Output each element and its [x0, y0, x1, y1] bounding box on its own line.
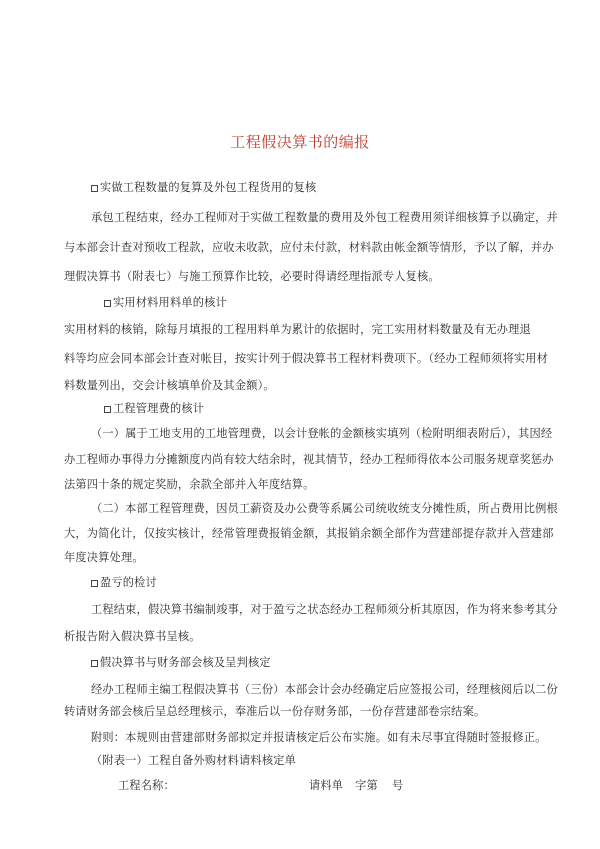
section-heading: [91, 576, 157, 590]
closing-note: 附则：本规则由营建部财务部拟定并报请核定后公布实施。如有未尽事宜得随时签报修正。: [91, 731, 547, 744]
paragraph-line: 大，为简化计，仅按实核计，经常管理费报销金额，其报销余额全部作为营建部提存款并入营建部: [64, 527, 554, 540]
section-heading: [104, 296, 227, 310]
section-heading-text: 工程管理费的核计: [113, 402, 205, 415]
paragraph-line: 料数量列出，交会计核填单价及其金额）。: [64, 379, 275, 392]
paragraph-line: 年度决算处理。: [64, 551, 144, 564]
form-label: 请料单: [309, 779, 344, 792]
paragraph-line: 转请财务部会核后呈总经理核示，奉准后以一份存财务部，一份存营建部卷宗结案。: [64, 705, 486, 718]
paragraph-line: 承包工程结束，经办工程师对于实做工程数量的费用及外包工程费用须详细核算予以确定，并: [91, 211, 558, 224]
paragraph-line: 法第四十条的规定奖励，余款全部并入年度结算。: [64, 478, 315, 491]
checkbox-icon: [104, 300, 111, 307]
paragraph-line: 经办工程师主编工程假决算书（三份）本部会计会办经确定后应签报公司，经理核阅后以二份: [91, 683, 558, 696]
char-label: 字第: [355, 779, 378, 792]
document-title: 工程假决算书的编报: [230, 133, 370, 151]
section-heading-text: 假决算书与财务部会核及呈判核定: [100, 656, 271, 669]
section-heading: [91, 181, 316, 195]
section-heading: [91, 656, 271, 670]
checkbox-icon: [104, 406, 111, 413]
paragraph-line: （二）本部工程管理费，因员工薪资及办公费等系属公司统收统支分摊性质，所占费用比例根: [91, 502, 558, 515]
paragraph-line: 与本部会计查对预收工程款，应收未收款，应付未付款，材料款由帐金额等情形，予以了解，并办: [64, 241, 554, 254]
section-heading-text: 实用材料用料单的核计: [113, 296, 227, 309]
section-heading: [104, 402, 204, 416]
paragraph-line: 析报告附入假决算书呈核。: [64, 630, 201, 643]
checkbox-icon: [91, 185, 98, 192]
form-number-field: [309, 779, 403, 793]
paragraph-line: 实用材料的核销，除每月填报的工程用料单为累计的依据时，完工实用材料数量及有无办理退: [64, 323, 531, 336]
checkbox-icon: [91, 580, 98, 587]
paragraph-line: 工程结束，假决算书编制竣事，对于盈亏之状态经办工程师须分析其原因，作为将来参考其分: [91, 603, 558, 616]
section-heading-text: 盈亏的检讨: [100, 576, 157, 589]
paragraph-line: 理假决算书（附表七）与施工预算作比较，必要时得请经理指派专人复核。: [64, 270, 440, 283]
appendix-caption: （附表一）工程自备外购材料请料核定单: [91, 754, 296, 767]
section-heading-text: 实做工程数量的复算及外包工程货用的复核: [100, 181, 317, 194]
paragraph-line: 料等均应会同本部会计查对帐目，按实计列于假决算书工程材料费项下。（经办工程师须将实用材: [64, 352, 549, 365]
paragraph-line: （一）属于工地支用的工地管理费，以会计登帐的金额核实填列（检附明细表附后），其因经: [91, 427, 553, 440]
checkbox-icon: [91, 660, 98, 667]
project-name-label: 工程名称：: [118, 779, 175, 792]
number-label: 号: [391, 779, 404, 792]
paragraph-line: 办工程师办事得力分摊额度内尚有较大结余时，视其情节，经办工程师得依本公司服务规章奖惩办: [64, 453, 554, 466]
